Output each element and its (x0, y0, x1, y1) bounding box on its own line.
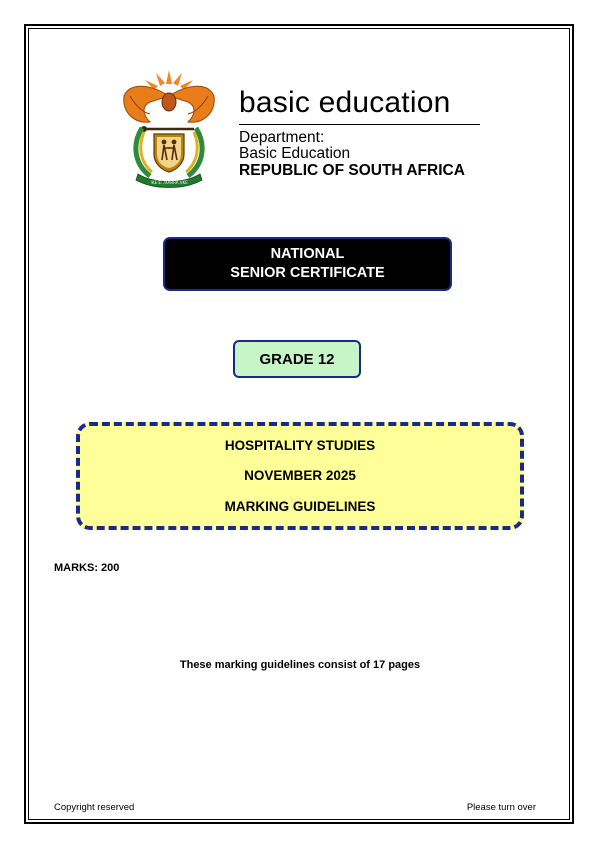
total-marks: MARKS: 200 (54, 562, 120, 574)
document-type: MARKING GUIDELINES (224, 499, 376, 514)
grade-badge: GRADE 12 (233, 340, 361, 378)
subject-title: HOSPITALITY STUDIES (224, 438, 376, 453)
page-count-note: These marking guidelines consist of 17 pages (179, 659, 421, 671)
exam-session: NOVEMBER 2025 (244, 468, 356, 483)
certificate-title-box (163, 237, 452, 291)
footer-turn-over: Please turn over (466, 802, 536, 813)
svg-text:!KE E: /XARRA //KE: !KE E: /XARRA //KE (150, 180, 188, 185)
department-label: Department: (239, 129, 325, 146)
brand-name: basic education (239, 86, 451, 119)
certificate-title-line2: SENIOR CERTIFICATE (230, 265, 385, 281)
department-name: Basic Education (239, 145, 351, 162)
country-name: REPUBLIC OF SOUTH AFRICA (239, 162, 465, 179)
subject-box (76, 422, 524, 530)
certificate-title-line1: NATIONAL (270, 246, 345, 262)
brand-underline (239, 124, 480, 125)
footer-copyright: Copyright reserved (54, 802, 135, 813)
coat-of-arms-logo (120, 66, 218, 190)
